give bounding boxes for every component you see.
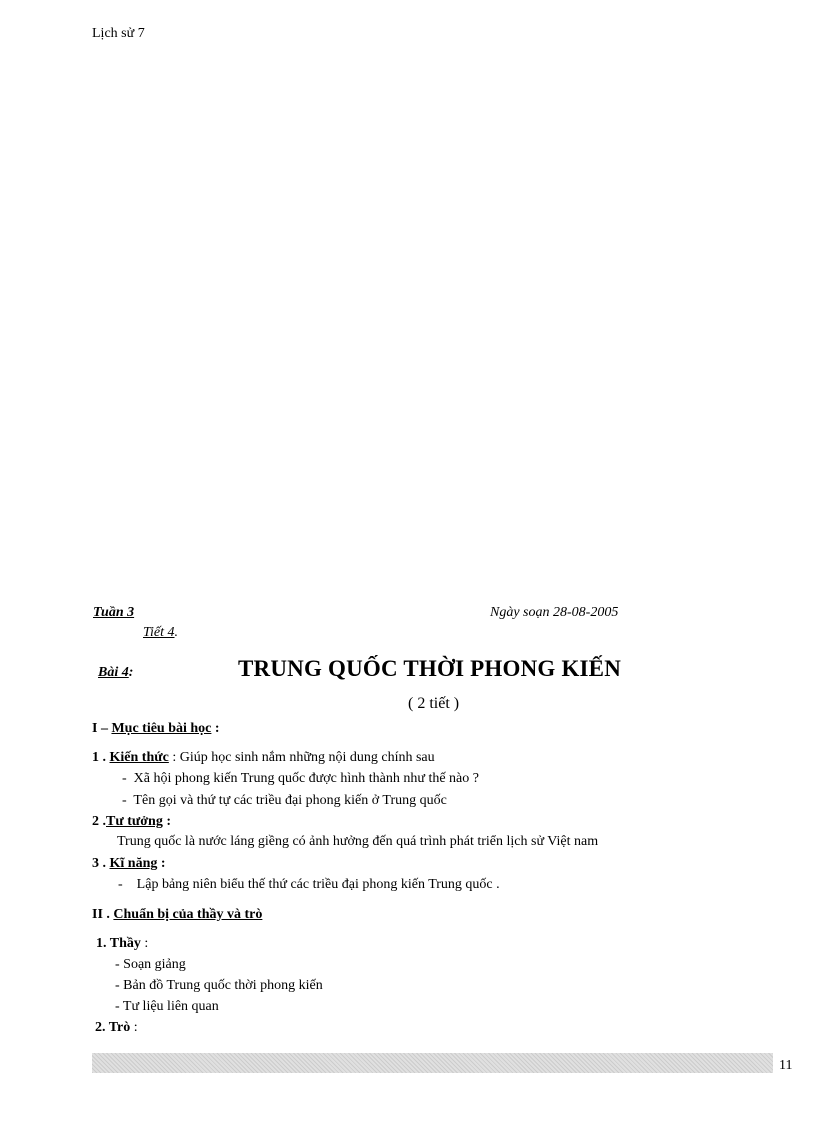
skills-heading [92, 856, 166, 872]
period-suffix: . [174, 625, 179, 640]
section2-prefix: II . [92, 907, 114, 922]
ideology-number: 2 . [92, 814, 106, 829]
week-label: Tuần 3 [93, 605, 135, 620]
lesson-colon: : [128, 665, 134, 680]
knowledge-label: Kiến thức [109, 750, 169, 765]
footer-bar [92, 1053, 773, 1073]
period-label [143, 625, 178, 641]
list-item: - Lập bảng niên biểu thế thứ các triều đại phong kiến Trung quốc . [118, 877, 500, 892]
list-item: - Soạn giảng [115, 957, 186, 972]
prep-date: Ngày soạn 28-08-2005 [490, 605, 619, 620]
section1-suffix: : [211, 721, 220, 736]
list-item: - Tư liệu liên quan [115, 999, 219, 1014]
section2-title: Chuẩn bị của thầy và trò [113, 907, 263, 922]
teacher-label: 1. Thầy [96, 936, 141, 951]
knowledge-number: 1 . [92, 750, 110, 765]
skills-suffix: : [157, 856, 166, 871]
teacher-item-1: Soạn giảng [123, 957, 186, 972]
section1-title: Mục tiêu bài học [111, 721, 212, 736]
ideology-suffix: : [162, 814, 172, 829]
ideology-label: Tư tưởng [106, 814, 163, 829]
lesson-subtitle: ( 2 tiết ) [408, 695, 460, 712]
section2-heading [92, 907, 262, 923]
teacher-suffix: : [140, 936, 149, 951]
list-item: - Xã hội phong kiến Trung quốc được hình thành như thế nào ? [122, 771, 479, 786]
knowledge-item-1: Xã hội phong kiến Trung quốc được hình thành như thế nào ? [133, 771, 479, 786]
period-text: Tiết 4 [143, 625, 175, 640]
ideology-text: Trung quốc là nước láng giềng có ảnh hưởng đến quá trình phát triển lịch sử Việt nam [117, 834, 599, 849]
student-suffix: : [130, 1020, 138, 1035]
skills-number: 3 . [92, 856, 110, 871]
student-heading [95, 1020, 138, 1036]
skills-item-1: Lập bảng niên biểu thế thứ các triều đại phong kiến Trung quốc . [136, 877, 500, 892]
section1-prefix: I – [92, 721, 112, 736]
knowledge-item-2: Tên gọi và thứ tự các triều đại phong kiến ở Trung quốc [133, 793, 447, 808]
lesson-number: Bài 4 [98, 665, 129, 680]
page-number: 11 [779, 1058, 793, 1073]
section1-heading [92, 721, 220, 737]
teacher-item-2: Bản đồ Trung quốc thời phong kiến [123, 978, 323, 993]
ideology-heading [92, 814, 171, 830]
knowledge-line [92, 750, 435, 766]
running-header: Lịch sử 7 [92, 26, 145, 41]
teacher-item-3: Tư liệu liên quan [122, 999, 219, 1014]
list-item: - Bản đồ Trung quốc thời phong kiến [115, 978, 323, 993]
lesson-title: TRUNG QUỐC THỜI PHONG KIẾN [238, 656, 622, 681]
student-label: 2. Trò [95, 1020, 131, 1035]
lesson-label [98, 665, 133, 681]
list-item: - Tên gọi và thứ tự các triều đại phong kiến ở Trung quốc [122, 793, 447, 808]
skills-label: Kĩ năng [109, 856, 158, 871]
knowledge-text: : Giúp học sinh nắm những nội dung chính sau [168, 750, 435, 765]
teacher-heading [96, 936, 148, 952]
